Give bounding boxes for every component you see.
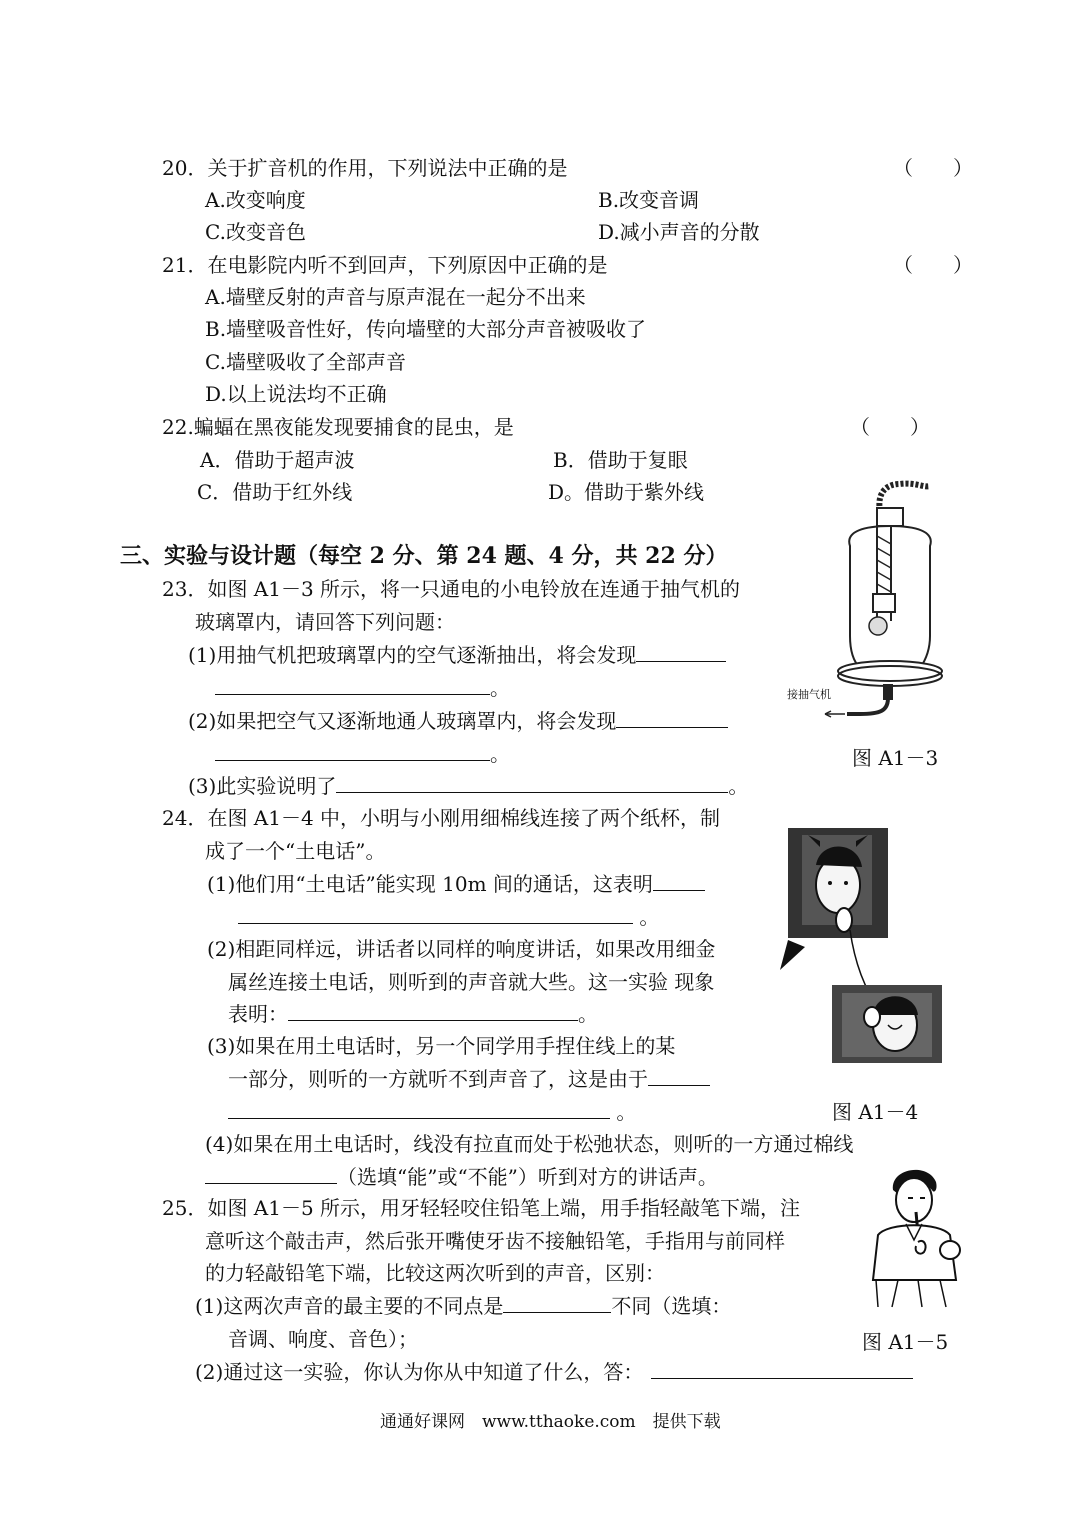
q22-option-b: B．借助于复眼	[553, 448, 688, 472]
q24-part4-blank[interactable]	[205, 1165, 337, 1184]
section-3-heading: 三、实验与设计题（每空 2 分、第 24 题、4 分，共 22 分）	[120, 543, 728, 569]
q24-part3-blank-b[interactable]	[228, 1100, 610, 1119]
q23-part2-cont	[215, 742, 510, 766]
q25-part1-options: 音调、响度、音色）；	[228, 1327, 418, 1351]
q24-part3-line1: (3)如果在用土电话时，另一个同学用手捏住线上的某	[207, 1034, 676, 1058]
q23-part1-blank-a[interactable]	[636, 643, 726, 662]
q24-part4-text: （选填“能”或“不能”）听到对方的讲话声。	[337, 1165, 718, 1189]
figure-a1-3-caption: 图 A1－3	[852, 746, 939, 770]
q22-option-a: A．借助于超声波	[200, 448, 355, 472]
q24-part3-blank-a[interactable]	[648, 1067, 710, 1086]
q20-option-d: D.减小声音的分散	[598, 220, 760, 244]
q25-part1-suffix: 不同（选填：	[611, 1294, 732, 1318]
q24-stem-line2: 成了一个“土电话”。	[205, 839, 386, 863]
q23-part1-cont	[215, 676, 510, 700]
q21-stem: 21．在电影院内听不到回声，下列原因中正确的是	[162, 253, 608, 277]
q23-part1	[188, 643, 726, 667]
q22-option-d: D。借助于紫外线	[548, 480, 705, 504]
q22-answer-bracket: （ ）	[850, 415, 930, 439]
period: 。	[490, 742, 510, 766]
q21-option-c: C.墙壁吸收了全部声音	[205, 350, 406, 374]
q23-stem-line2: 玻璃罩内，请回答下列问题：	[195, 610, 455, 634]
q24-part2-line2: 属丝连接土电话，则听到的声音就大些。这一实验 现象	[228, 970, 715, 994]
q21-option-b: B.墙壁吸音性好，传向墙壁的大部分声音被吸收了	[205, 317, 647, 341]
q23-part2-blank-a[interactable]	[616, 709, 728, 728]
bell-jar-pump-label: 接抽气机	[787, 688, 831, 701]
q22-option-c: C．借助于红外线	[197, 480, 353, 504]
q24-part2-blank[interactable]	[288, 1002, 578, 1021]
q24-part2-line1: (2)相距同样远，讲话者以同样的响度讲话，如果改用细金	[207, 937, 716, 961]
pencil-biting-boy-figure	[858, 1160, 968, 1308]
string-telephone-figure	[780, 825, 945, 1065]
q24-part1-text: (1)他们用“土电话”能实现 10m 间的通话，这表明	[207, 872, 653, 896]
q20-option-c: C.改变音色	[205, 220, 306, 244]
q23-part3	[188, 774, 748, 798]
period: 。	[616, 1100, 637, 1124]
period: 。	[578, 1002, 598, 1026]
q24-part4-line2	[205, 1165, 718, 1189]
q24-part2-text: 表明：	[228, 1002, 288, 1026]
q23-part3-blank[interactable]	[336, 774, 728, 793]
q25-part2-blank[interactable]	[651, 1360, 913, 1379]
q24-part3-cont	[228, 1100, 636, 1124]
q25-part1-text: (1)这两次声音的最主要的不同点是	[195, 1294, 504, 1318]
q25-stem-line2: 意听这个敲击声，然后张开嘴使牙齿不接触铅笔，手指用与前同样	[205, 1229, 785, 1253]
period: 。	[490, 676, 510, 700]
q24-part3-line2	[228, 1067, 710, 1091]
q25-stem-line1: 25．如图 A1－5 所示，用牙轻轻咬住铅笔上端，用手指轻敲笔下端，注	[162, 1196, 801, 1220]
q20-stem: 20．关于扩音机的作用，下列说法中正确的是	[162, 156, 568, 180]
q23-part1-text: (1)用抽气机把玻璃罩内的空气逐渐抽出，将会发现	[188, 643, 637, 667]
figure-a1-4-caption: 图 A1－4	[832, 1100, 919, 1124]
q20-option-a: A.改变响度	[205, 188, 306, 212]
q23-part3-text: (3)此实验说明了	[188, 774, 337, 798]
q22-stem: 22.蝙蝠在黑夜能发现要捕食的昆虫，是	[162, 415, 514, 439]
figure-a1-5-caption: 图 A1－5	[862, 1330, 949, 1354]
q23-part2-text: (2)如果把空气又逐渐地通人玻璃罩内，将会发现	[188, 709, 617, 733]
q24-stem-line1: 24．在图 A1－4 中，小明与小刚用细棉线连接了两个纸杯，制	[162, 806, 721, 830]
period: 。	[728, 774, 749, 798]
q24-part1-cont	[238, 905, 659, 929]
q24-part4-line1: (4)如果在用土电话时，线没有拉直而处于松弛状态，则听的一方通过棉线	[205, 1132, 854, 1156]
bell-jar-figure	[785, 476, 945, 724]
q21-answer-bracket: （ ）	[893, 253, 973, 277]
q25-part2-text: (2)通过这一实验，你认为你从中知道了什么，答：	[195, 1360, 644, 1384]
q21-option-d: D.以上说法均不正确	[205, 382, 387, 406]
q25-part2	[195, 1360, 913, 1384]
q23-part2	[188, 709, 728, 733]
q23-part2-blank-b[interactable]	[215, 742, 490, 761]
q24-part1-blank-b[interactable]	[238, 905, 633, 924]
q21-option-a: A.墙壁反射的声音与原声混在一起分不出来	[205, 285, 586, 309]
q23-part1-blank-b[interactable]	[215, 676, 490, 695]
page-footer: 通通好课网 www.tthaoke.com 提供下载	[380, 1412, 721, 1432]
q23-stem-line1: 23．如图 A1－3 所示，将一只通电的小电铃放在连通于抽气机的	[162, 577, 741, 601]
q24-part3-text: 一部分，则听的一方就听不到声音了，这是由于	[228, 1067, 648, 1091]
q25-stem-line3: 的力轻敲铅笔下端，比较这两次听到的声音，区别：	[205, 1261, 665, 1285]
q20-answer-bracket: （ ）	[893, 156, 973, 180]
q25-part1	[195, 1294, 731, 1318]
q20-option-b: B.改变音调	[598, 188, 700, 212]
q25-part1-blank[interactable]	[503, 1294, 611, 1313]
q24-part2-line3	[228, 1002, 598, 1026]
period: 。	[639, 905, 660, 929]
q24-part1	[207, 872, 705, 896]
q24-part1-blank-a[interactable]	[653, 872, 705, 891]
